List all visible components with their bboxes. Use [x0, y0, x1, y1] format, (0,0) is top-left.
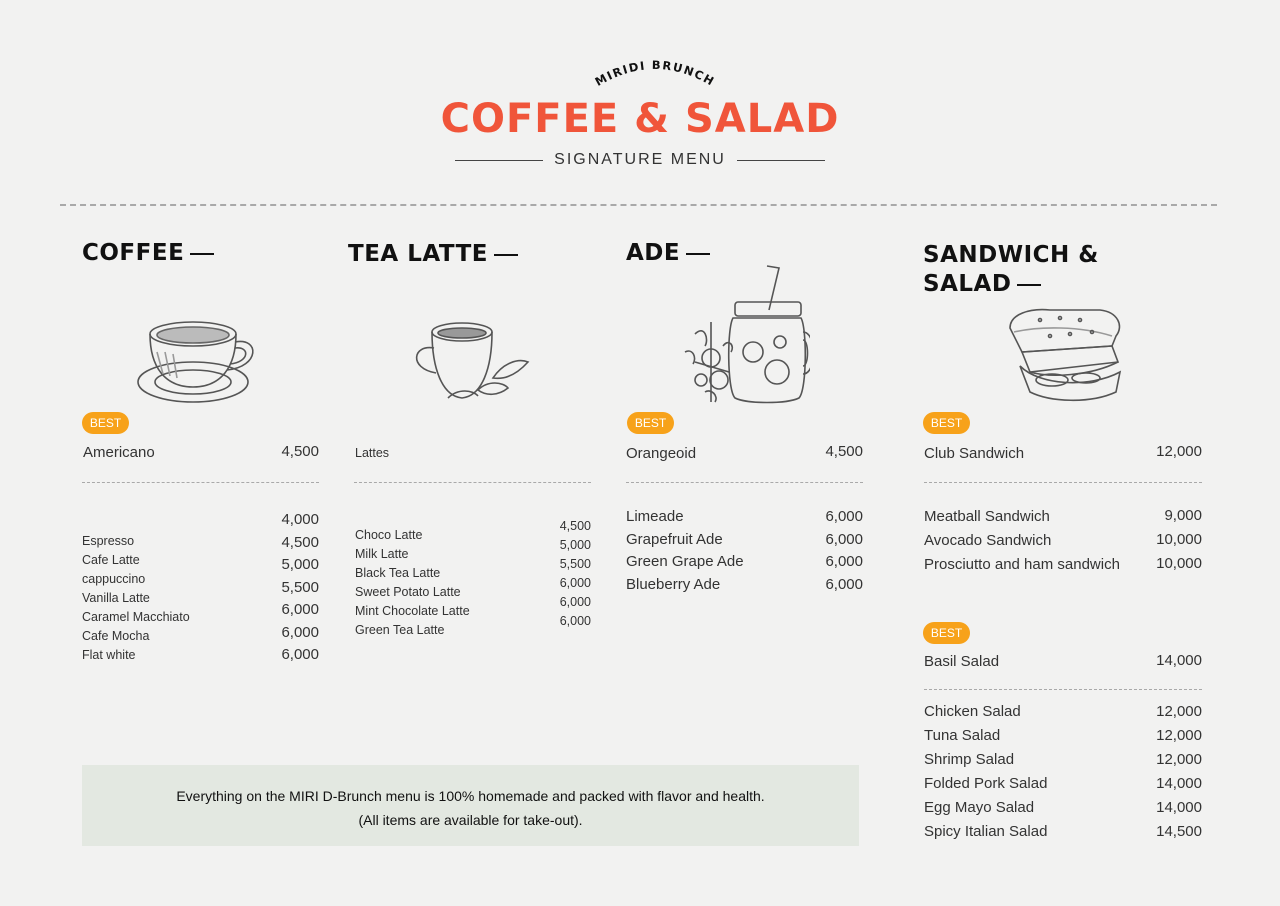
- coffee-cup-icon: [135, 312, 260, 407]
- menu-price: 9,000: [1164, 507, 1202, 524]
- ade-jar-icon: [675, 262, 810, 407]
- menu-price: 14,000: [1156, 799, 1202, 816]
- best-badge-ade: BEST: [627, 412, 674, 434]
- menu-price: 6,000: [825, 575, 863, 593]
- menu-item: Caramel Macchiato: [82, 610, 190, 624]
- menu-item: Egg Mayo Salad: [924, 799, 1035, 816]
- menu-item: Cafe Latte: [82, 553, 140, 567]
- menu-price: 4,000: [281, 511, 319, 528]
- menu-item: Shrimp Salad: [924, 751, 1015, 768]
- divider-sandwich: [924, 482, 1202, 483]
- divider-tea: [354, 482, 591, 483]
- divider-ade: [626, 482, 863, 483]
- subtitle-row: [0, 151, 1280, 169]
- menu-price: 6,000: [559, 595, 591, 609]
- tea-item-list: [355, 526, 505, 640]
- footer-note-line2: (All items are available for take-out).: [358, 812, 583, 828]
- page-subtitle: SIGNATURE MENU: [554, 151, 726, 168]
- menu-price: 10,000: [1156, 531, 1202, 548]
- svg-text:MIRIDI BRUNCH: [593, 58, 718, 89]
- best-item-price-coffee: 4,500: [281, 443, 319, 460]
- tea-cup-icon: [408, 318, 533, 406]
- menu-item: Milk Latte: [355, 547, 409, 561]
- divider-salad: [924, 689, 1202, 690]
- menu-price: 12,000: [1156, 727, 1202, 744]
- best-item-name-salad: Basil Salad: [924, 653, 1000, 670]
- list-item: [924, 506, 1202, 530]
- menu-price: 6,000: [825, 508, 863, 525]
- menu-item: cappuccino: [82, 572, 146, 586]
- footer-note-line1: Everything on the MIRI D-Brunch menu is 100% homemade and packed with flavor and health.: [176, 788, 765, 804]
- list-item: [924, 821, 1202, 845]
- menu-item: Prosciutto and ham sandwich: [924, 556, 1120, 573]
- coffee-price-list: [240, 509, 319, 667]
- list-item: [924, 554, 1202, 578]
- menu-price: 12,000: [1156, 751, 1202, 768]
- menu-item: Choco Latte: [355, 528, 423, 542]
- section-title-coffee: [82, 239, 214, 268]
- title-dash: [190, 253, 214, 255]
- ade-item-list: [626, 506, 863, 596]
- section-title-sandwich-salad: [923, 241, 1099, 299]
- sandwich-item-list: [924, 506, 1202, 578]
- menu-price: 6,000: [281, 623, 319, 641]
- menu-item: Limeade: [626, 508, 684, 525]
- menu-item: Spicy Italian Salad: [924, 823, 1048, 840]
- tea-price-list: [530, 517, 591, 631]
- menu-price: 4,500: [281, 533, 319, 551]
- menu-item: Flat white: [82, 648, 136, 662]
- menu-price: 6,000: [825, 530, 863, 548]
- menu-price: 4,500: [559, 519, 591, 533]
- menu-item: Chicken Salad: [924, 703, 1021, 720]
- menu-item: Espresso: [82, 534, 135, 548]
- menu-item: Blueberry Ade: [626, 575, 721, 593]
- best-item-price-salad: 14,000: [1156, 652, 1202, 669]
- menu-price: 5,000: [281, 556, 319, 573]
- best-item-name-tea: Lattes: [355, 446, 390, 460]
- menu-item: Mint Chocolate Latte: [355, 604, 470, 618]
- subtitle-rule-left: [455, 160, 543, 161]
- best-badge-sandwich: BEST: [923, 412, 970, 434]
- menu-item: Tuna Salad: [924, 727, 1001, 744]
- list-item: [924, 797, 1202, 821]
- section-title-text: COFFEE: [82, 240, 185, 266]
- menu-price: 6,000: [281, 601, 319, 618]
- menu-price: 14,000: [1156, 775, 1202, 792]
- best-item-price-ade: 4,500: [825, 443, 863, 460]
- list-item: [626, 529, 863, 552]
- menu-price: 6,000: [281, 646, 319, 663]
- menu-item: Grapefruit Ade: [626, 530, 723, 548]
- list-item: [924, 749, 1202, 773]
- menu-price: 6,000: [559, 576, 591, 590]
- menu-item: Green Tea Latte: [355, 623, 445, 637]
- best-item-price-sandwich: 12,000: [1156, 443, 1202, 460]
- menu-price: 5,500: [281, 578, 319, 596]
- divider-coffee: [82, 482, 319, 483]
- best-item-name-sandwich: Club Sandwich: [924, 445, 1025, 462]
- menu-item: Avocado Sandwich: [924, 532, 1052, 549]
- list-item: [924, 725, 1202, 749]
- list-item: [924, 530, 1202, 554]
- section-title-line1: SANDWICH &: [923, 242, 1099, 268]
- section-title-tea-latte: [348, 240, 518, 269]
- best-item-name-coffee: Americano: [83, 444, 155, 461]
- title-dash: [686, 253, 710, 255]
- menu-item: Cafe Mocha: [82, 629, 150, 643]
- best-badge-coffee: BEST: [82, 412, 129, 434]
- menu-item: Meatball Sandwich: [924, 508, 1050, 525]
- section-title-text: ADE: [626, 240, 681, 266]
- salad-item-list: [924, 701, 1202, 845]
- section-title-line2: SALAD: [923, 271, 1012, 297]
- subtitle-rule-right: [737, 160, 825, 161]
- footer-note-box: [82, 765, 859, 846]
- brand-text: MIRIDI BRUNCH: [592, 57, 718, 89]
- list-item: [924, 701, 1202, 725]
- menu-price: 6,000: [825, 553, 863, 570]
- page-title: COFFEE & SALAD: [440, 96, 840, 142]
- title-dash: [1017, 284, 1041, 286]
- sandwich-icon: [1000, 306, 1125, 408]
- best-item-name-ade: Orangeoid: [626, 445, 697, 462]
- menu-price: 12,000: [1156, 703, 1202, 720]
- menu-price: 5,000: [559, 538, 591, 552]
- title-dash: [494, 254, 518, 256]
- menu-item: Folded Pork Salad: [924, 775, 1048, 792]
- menu-price: 14,500: [1156, 823, 1202, 840]
- menu-price: 6,000: [559, 614, 591, 628]
- menu-item: Black Tea Latte: [355, 566, 441, 580]
- list-item: [626, 574, 863, 597]
- top-divider: [60, 204, 1217, 206]
- section-title-text: TEA LATTE: [348, 241, 488, 267]
- menu-item: Vanilla Latte: [82, 591, 150, 605]
- menu-item: Green Grape Ade: [626, 553, 744, 570]
- best-badge-salad: BEST: [923, 622, 970, 644]
- list-item: [924, 773, 1202, 797]
- list-item: [626, 506, 863, 529]
- list-item: [626, 551, 863, 574]
- menu-price: 5,500: [559, 557, 591, 571]
- menu-price: 10,000: [1156, 555, 1202, 572]
- brand-arc-text: [590, 52, 720, 92]
- coffee-item-list: [82, 532, 232, 665]
- menu-item: Sweet Potato Latte: [355, 585, 461, 599]
